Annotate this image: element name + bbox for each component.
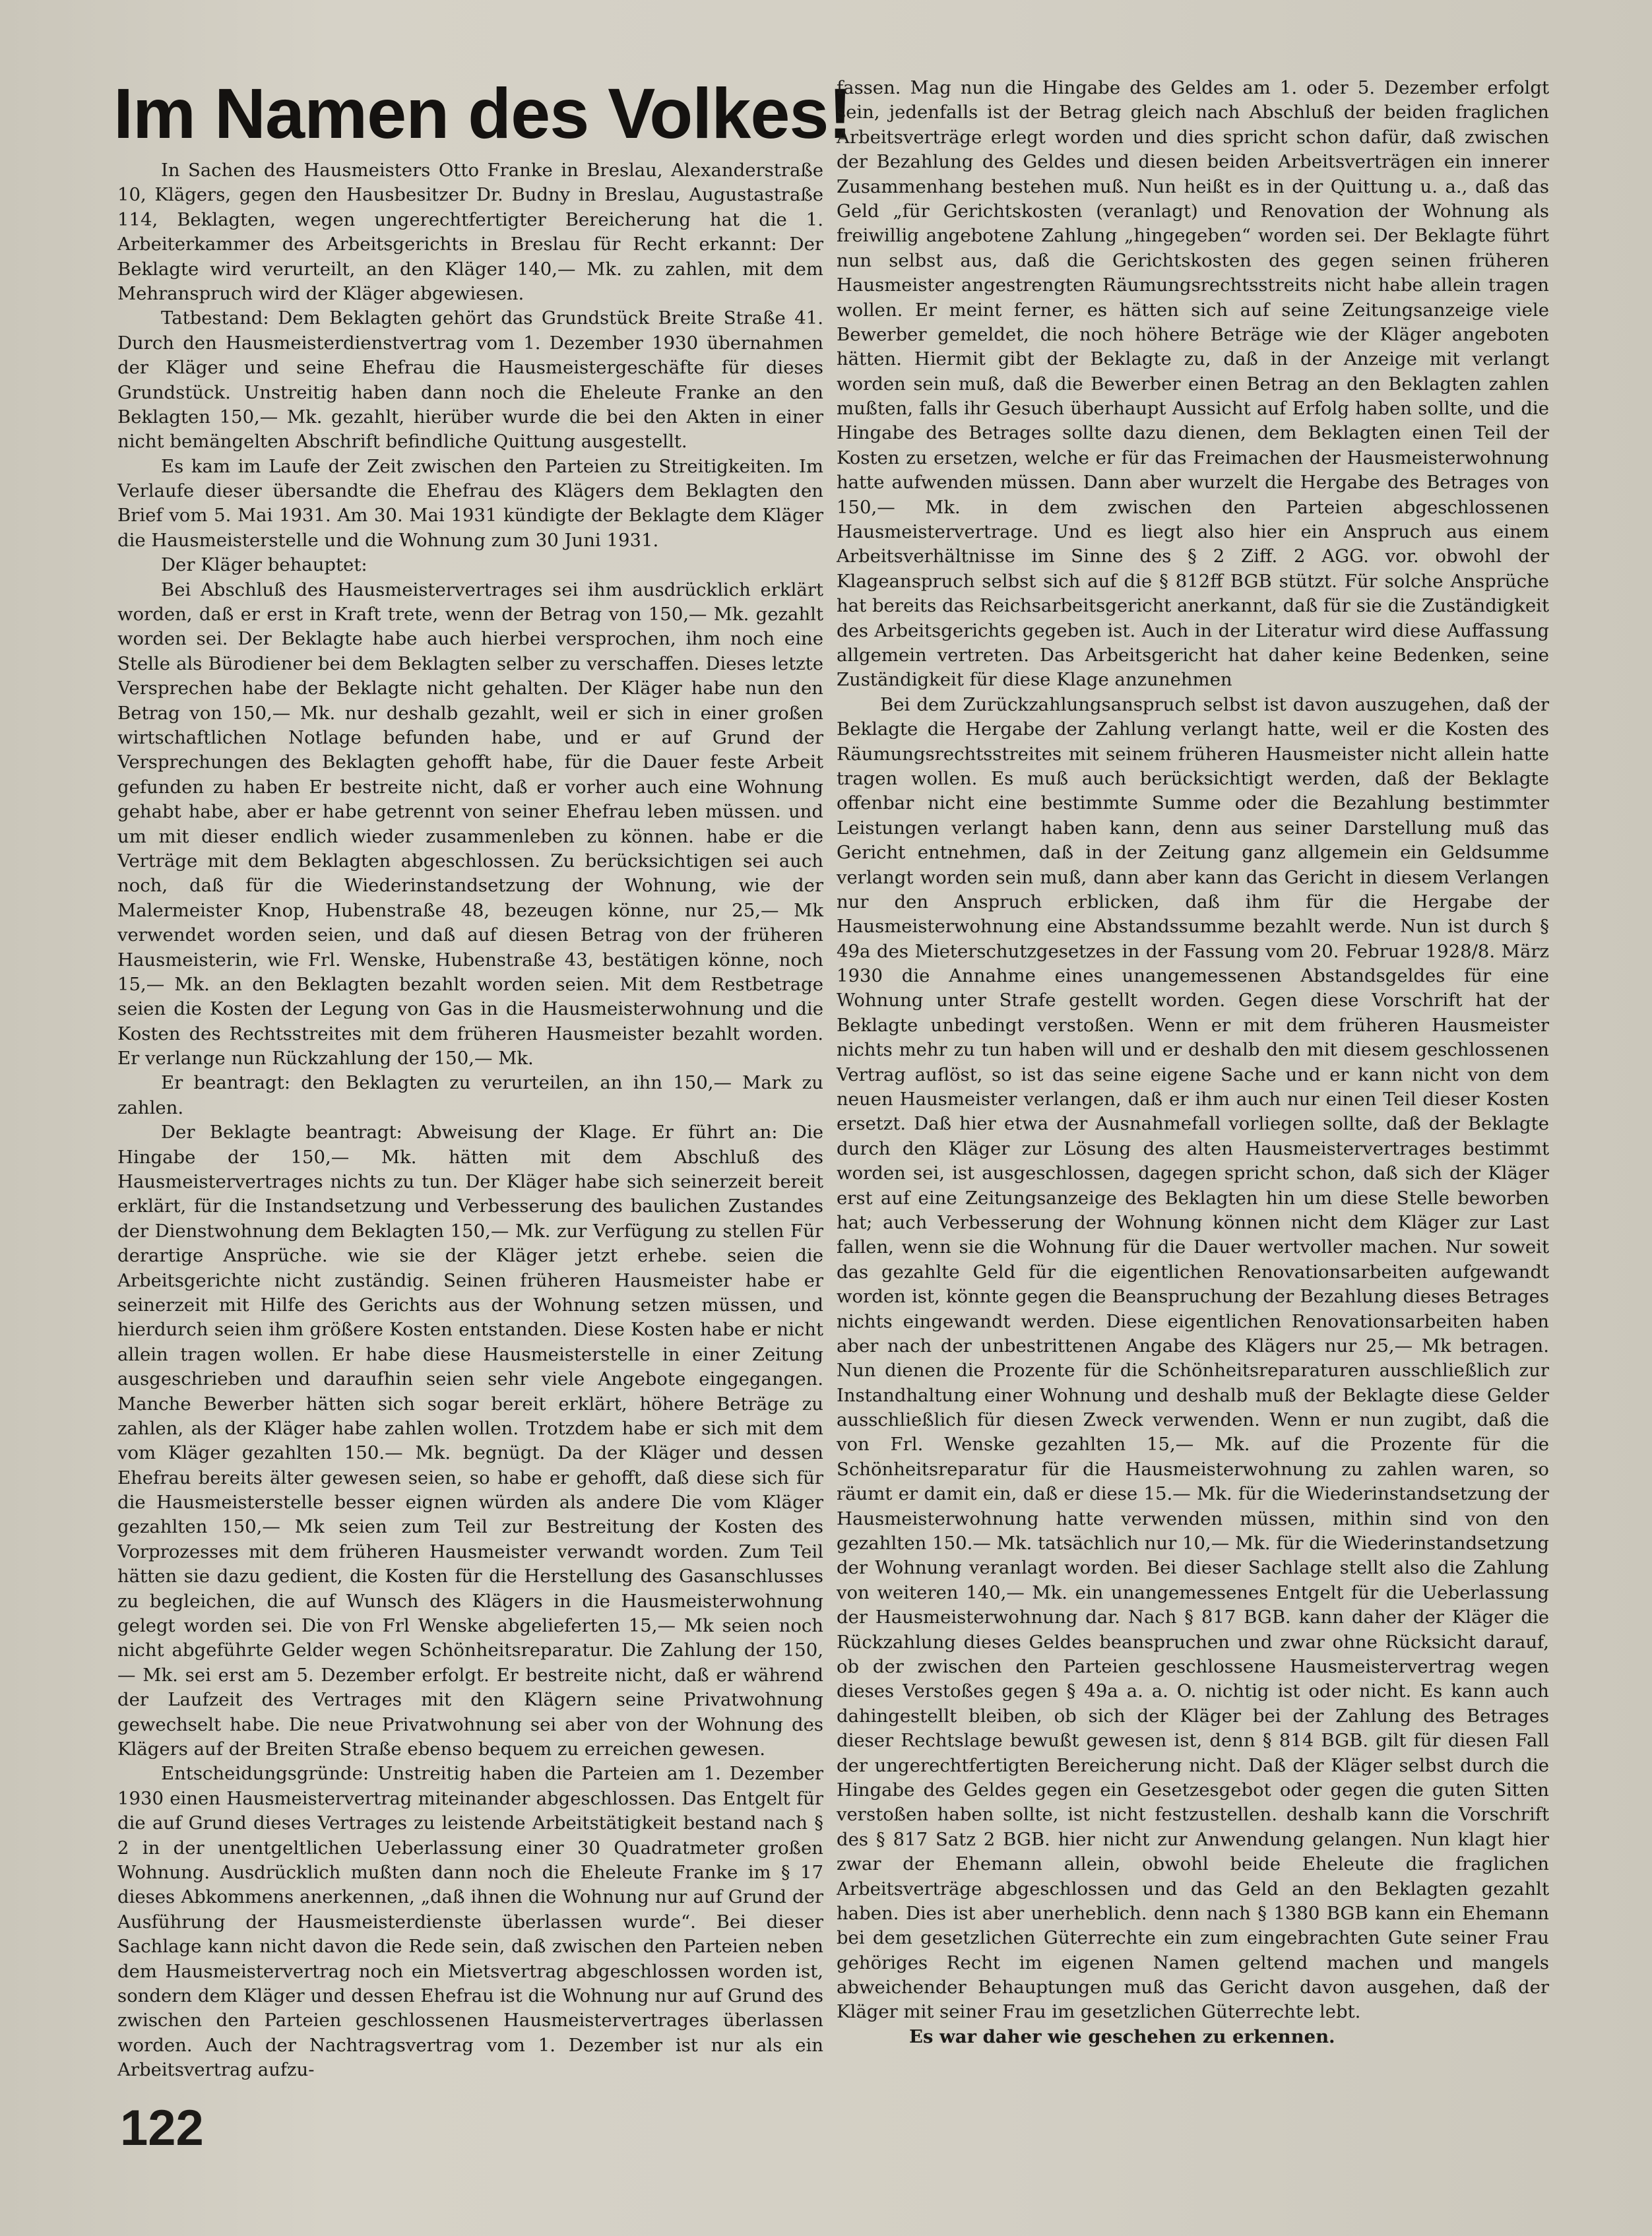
paragraph: Bei Abschluß des Hausmeistervertrages sei ihm ausdrücklich erklärt worden, daß er erst in Kraft trete, wenn der Betrag von 150,— Mk. gezahlt worden sei. Der Beklagte habe auch hierbei versprochen, ihm noch eine Stelle als Bürodiener bei dem Beklagten selber zu verschaffen. Dieses letzte Versprechen habe der Beklagte nicht gehalten. Der Kläger habe nun den Betrag von 150,— Mk. nur deshalb gezahlt, weil er sich in einer großen wirtschaftlichen Notlage befunden habe, und er auf Grund der Versprechungen des Beklagten gehofft habe, für die Dauer feste Arbeit gefunden zu haben Er bestreite nicht, daß er vorher auch eine Wohnung gehabt habe, aber er habe getrennt von seiner Ehefrau leben müssen. und um mit dieser endlich wieder zusammenleben zu können. habe er die Verträge mit dem Beklagten abgeschlossen. Zu berücksichtigen sei auch noch, daß für die Wiederinstandsetzung der Wohnung, wie der Malermeister Knop, Hubenstraße 48, bezeugen könne, nur 25,— Mk verwendet worden seien, und daß auf diesen Betrag von der früheren Hausmeisterin, wie Frl. Wenske, Hubenstraße 43, bestätigen könne, noch 15,— Mk. an den Beklagten bezahlt worden seien. Mit dem Restbetrage seien die Kosten der Legung von Gas in die Hausmeisterwohnung und die Kosten des Rechtsstreites mit dem früheren Hausmeister bezahlt worden. Er verlange nun Rückzahlung der 150,— Mk. bbox=[117, 579, 823, 1070]
page-number: 122 bbox=[120, 2100, 204, 2156]
paragraph: fassen. Mag nun die Hingabe des Geldes am 1. oder 5. Dezember erfolgt sein, jedenfalls ist der Betrag gleich nach Abschluß der beiden fraglichen Arbeitsverträge erlegt worden und dies spricht schon dafür, daß zwischen der Bezahlung des Geldes und diesen beiden Arbeitsverträgen ein innerer Zusammenhang bestehen muß. Nun heißt es in der Quittung u. a., daß das Geld „für Gerichtskosten (veranlagt) und Renovation der Wohnung als freiwillig angebotene Zahlung „hingegeben“ worden sei. Der Beklagte führt nun selbst aus, daß die Gerichtskosten des gegen seinen früheren Hausmeister angestrengten Räumungsrechtsstreits nicht habe allein tragen wollen. Er meint ferner, es hätten sich auf seine Zeitungsanzeige viele Bewerber gemeldet, die noch höhere Beträge wie der Kläger angeboten hätten. Hiermit gibt der Beklagte zu, daß in der Anzeige mit verlangt worden sein muß, daß die Bewerber einen Betrag an den Beklagten zahlen mußten, falls ihr Gesuch überhaupt Aussicht auf Erfolg haben sollte, und die Hingabe des Betrages sollte dazu dienen, dem Beklagten einen Teil der Kosten zu ersetzen, welche er für das Freimachen der Hausmeisterwohnung hatte aufwenden müssen. Dann aber wurzelt die Hergabe des Betrages von 150,— Mk. in dem zwischen den Parteien abgeschlossenen Hausmeistervertrage. Und es liegt also hier ein Anspruch aus einem Arbeitsverhältnisse im Sinne des § 2 Ziff. 2 AGG. vor. obwohl der Klageanspruch selbst sich auf die § 812ff BGB stützt. Für solche Ansprüche hat bereits das Reichsarbeitsgericht anerkannt, daß für sie die Zuständigkeit des Arbeitsgerichts gegeben ist. Auch in der Literatur wird diese Auffassung allgemein vertreten. Das Arbeitsgericht hat daher keine Bedenken, seine Zuständigkeit für diese Klage anzunehmen bbox=[837, 77, 1549, 691]
paragraph: In Sachen des Hausmeisters Otto Franke in Breslau, Alexanderstraße 10, Klägers, gegen den Hausbesitzer Dr. Budny in Breslau, Augustastraße 114, Beklagten, wegen ungerechtfertigter Bereicherung hat die 1. Arbeiterkammer des Arbeitsgerichts in Breslau für Recht erkannt: Der Beklagte wird verurteilt, an den Kläger 140,— Mk. zu zahlen, mit dem Mehranspruch wird der Kläger abgewiesen. bbox=[117, 160, 823, 304]
page-title: Im Namen des Volkes! bbox=[113, 73, 852, 153]
paragraph: Der Beklagte beantragt: Abweisung der Klage. Er führt an: Die Hingabe der 150,— Mk. hätten mit dem Abschluß des Hausmeistervertrages nichts zu tun. Der Kläger habe sich seinerzeit bereit erklärt, für die Instandsetzung und Verbesserung des baulichen Zustandes der Dienstwohnung dem Beklagten 150,— Mk. zur Verfügung zu stellen Für derartige Ansprüche. wie sie der Kläger jetzt erhebe. seien die Arbeitsgerichte nicht zuständig. Seinen früheren Hausmeister habe er seinerzeit mit Hilfe des Gerichts aus der Wohnung setzen müssen, und hierdurch seien ihm größere Kosten entstanden. Diese Kosten habe er nicht allein tragen wollen. Er habe diese Hausmeisterstelle in einer Zeitung ausgeschrieben und daraufhin seien sehr viele Angebote eingegangen. Manche Bewerber hätten sich sogar bereit erklärt, höhere Beträge zu zahlen, als der Kläger habe zahlen wollen. Trotzdem habe er sich mit dem vom Kläger gezahlten 150.— Mk. begnügt. Da der Kläger und dessen Ehefrau bereits älter gewesen seien, so habe er gehofft, daß diese sich für die Hausmeisterstelle besser eignen würden als andere Die vom Kläger gezahlten 150,— Mk seien zum Teil zur Bestreitung der Kosten des Vorprozesses mit dem früheren Hausmeister verwandt worden. Zum Teil hätten sie dazu gedient, die Kosten für die Herstellung des Gasanschlusses zu begleichen, die auf Wunsch des Klägers in die Hausmeisterwohnung gelegt worden sei. Die von Frl Wenske abgelieferten 15,— Mk seien noch nicht abgeführte Gelder wegen Schönheitsreparatur. Die Zahlung der 150,— Mk. sei erst am 5. Dezember erfolgt. Er bestreite nicht, daß er während der Laufzeit des Vertrages mit den Klägern seine Privatwohnung gewechselt habe. Die neue Privatwohnung sei aber von der Wohnung des Klägers auf der Breiten Straße ebenso bequem zu erreichen gewesen. bbox=[117, 1122, 823, 1760]
left-column bbox=[117, 158, 823, 2082]
paragraph: Der Kläger behauptet: bbox=[161, 554, 367, 576]
paragraph: Tatbestand: Dem Beklagten gehört das Grundstück Breite Straße 41. Durch den Hausmeisterdienstvertrag vom 1. Dezember 1930 übernahmen der Kläger und seine Ehefrau die Hausmeistergeschäfte für dieses Grundstück. Unstreitig haben dann noch die Eheleute Franke an den Beklagten 150,— Mk. gezahlt, hierüber wurde die bei den Akten in einer nicht bemängelten Abschrift befindliche Quittung ausgestellt. bbox=[117, 307, 823, 453]
closing-sentence: Es war daher wie geschehen zu erkennen. bbox=[909, 2026, 1335, 2047]
paragraph: Es kam im Laufe der Zeit zwischen den Parteien zu Streitigkeiten. Im Verlaufe dieser übersandte die Ehefrau des Klägers dem Beklagten den Brief vom 5. Mai 1931. Am 30. Mai 1931 kündigte der Beklagte dem Kläger die Hausmeisterstelle und die Wohnung zum 30 Juni 1931. bbox=[117, 455, 823, 551]
paragraph: Bei dem Zurückzahlungsanspruch selbst ist davon auszugehen, daß der Beklagte die Hergabe der Zahlung verlangt hatte, weil er die Kosten des Räumungsrechtsstreites mit seinem früheren Hausmeister nicht allein hatte tragen wollen. Es muß auch berücksichtigt werden, daß der Beklagte offenbar nicht eine bestimmte Summe oder die Bezahlung bestimmter Leistungen verlangt haben kann, denn aus seiner Darstellung muß das Gericht entnehmen, daß in der Zeitung ganz allgemein ein Geldsumme verlangt worden sein muß, dann aber kann das Gericht in diesem Verlangen nur den Anspruch erblicken, daß ihm für die Hergabe der Hausmeisterwohnung eine Abstandssumme bezahlt werde. Nun ist durch § 49a des Mieterschutzgesetzes in der Fassung vom 20. Februar 1928/8. März 1930 die Annahme eines unangemessenen Abstandsgeldes für eine Wohnung unter Strafe gestellt worden. Gegen diese Vorschrift hat der Beklagte unbedingt verstoßen. Wenn er mit dem früheren Hausmeister nichts mehr zu tun haben will und er deshalb den mit diesem geschlossenen Vertrag auflöst, so ist das seine eigene Sache und er kann nicht von dem neuen Hausmeister verlangen, daß er ihm auch nur einen Teil dieser Kosten ersetzt. Daß hier etwa der Ausnahmefall vorliegen sollte, daß der Beklagte durch den Kläger zur Lösung des alten Hausmeistervertrages bestimmt worden sei, ist ausgeschlossen, dagegen spricht schon, daß sich der Kläger erst auf eine Zeitungsanzeige des Beklagten hin um diese Stelle beworben hat; auch Verbesserung der Wohnung können nicht dem Kläger zur Last fallen, wenn sie die Wohnung für die Dauer wertvoller machen. Nur soweit das gezahlte Geld für die eigentlichen Renovationsarbeiten aufgewandt worden ist, könnte gegen die Beanspruchung der Bezahlung dieses Betrages nichts eingewandt werden. Diese eigentlichen Renovationsarbeiten haben aber nach der unbestrittenen Angabe des Klägers nur 25,— Mk betragen. Nun dienen die Prozente für die Schönheitsreparaturen ausschließlich zur Instandhaltung einer Wohnung und deshalb muß der Beklagte diese Gelder ausschließlich für diesen Zweck verwenden. Wenn er nun zugibt, daß die von Frl. Wenske gezahlten 15,— Mk. auf die Prozente für die Schönheitsreparatur für die Hausmeisterwohnung zu zahlen waren, so räumt er damit ein, daß er diese 15.— Mk. für die Wiederinstandsetzung der Hausmeisterwohnung hatte verwenden müssen, mithin sind von den gezahlten 150.— Mk. tatsächlich nur 10,— Mk. für die Wiederinstandsetzung der Wohnung veranlagt worden. Bei dieser Sachlage stellt also die Zahlung von weiteren 140,— Mk. ein unangemessenes Entgelt für die Ueberlassung der Hausmeisterwohnung dar. Nach § 817 BGB. kann daher der Kläger die Rückzahlung dieses Geldes beanspruchen und zwar ohne Rücksicht darauf, ob der zwischen den Parteien geschlossene Hausmeistervertrag wegen dieses Verstoßes gegen § 49a a. a. O. nichtig ist oder nicht. Es kann auch dahingestellt bleiben, ob sich der Kläger bei der Zahlung des Betrages dieser Rechtslage bewußt gewesen ist, denn § 814 BGB. gilt für diesen Fall der ungerechtfertigten Bereicherung nicht. Daß der Kläger selbst durch die Hingabe des Geldes gegen ein Gesetzesgebot oder gegen die guten Sitten verstoßen haben sollte, ist nicht festzustellen. deshalb kann die Vorschrift des § 817 Satz 2 BGB. hier nicht zur Anwendung gelangen. Nun klagt hier zwar der Ehemann allein, obwohl beide Eheleute die fraglichen Arbeitsverträge abgeschlossen und das Geld an den Beklagten gezahlt haben. Dies ist aber unerheblich. denn nach § 1380 BGB kann ein Ehemann bei dem gesetzlichen Güterrechte ein zum eingebrachten Gute seiner Frau gehöriges Recht im eigenen Namen geltend machen und mangels abweichender Behauptungen muß das Gericht davon ausgehen, daß der Kläger mit seiner Frau im gesetzlichen Güterrechte lebt. bbox=[837, 693, 1549, 2023]
paragraph: Er beantragt: den Beklagten zu verurteilen, an ihn 150,— Mark zu zahlen. bbox=[117, 1072, 823, 1118]
paragraph: Entscheidungsgründe: Unstreitig haben die Parteien am 1. Dezember 1930 einen Hausmeistervertrag miteinander abgeschlossen. Das Entgelt für die auf Grund dieses Vertrages zu leistende Arbeitstätigkeit bestand nach § 2 in der unentgeltlichen Ueberlassung einer 30 Quadratmeter großen Wohnung. Ausdrücklich mußten dann noch die Eheleute Franke im § 17 dieses Abkommens anerkennen, „daß ihnen die Wohnung nur auf Grund der Ausführung der Hausmeisterdienste überlassen wurde“. Bei dieser Sachlage kann nicht davon die Rede sein, daß zwischen den Parteien neben dem Hausmeistervertrag noch ein Mietsvertrag abgeschlossen worden ist, sondern dem Kläger und dessen Ehefrau ist die Wohnung nur auf Grund des zwischen den Parteien geschlossenen Hausmeistervertrages überlassen worden. Auch der Nachtragsvertrag vom 1. Dezember ist nur als ein Arbeitsvertrag aufzu- bbox=[117, 1763, 823, 2081]
right-column bbox=[837, 76, 1549, 2049]
